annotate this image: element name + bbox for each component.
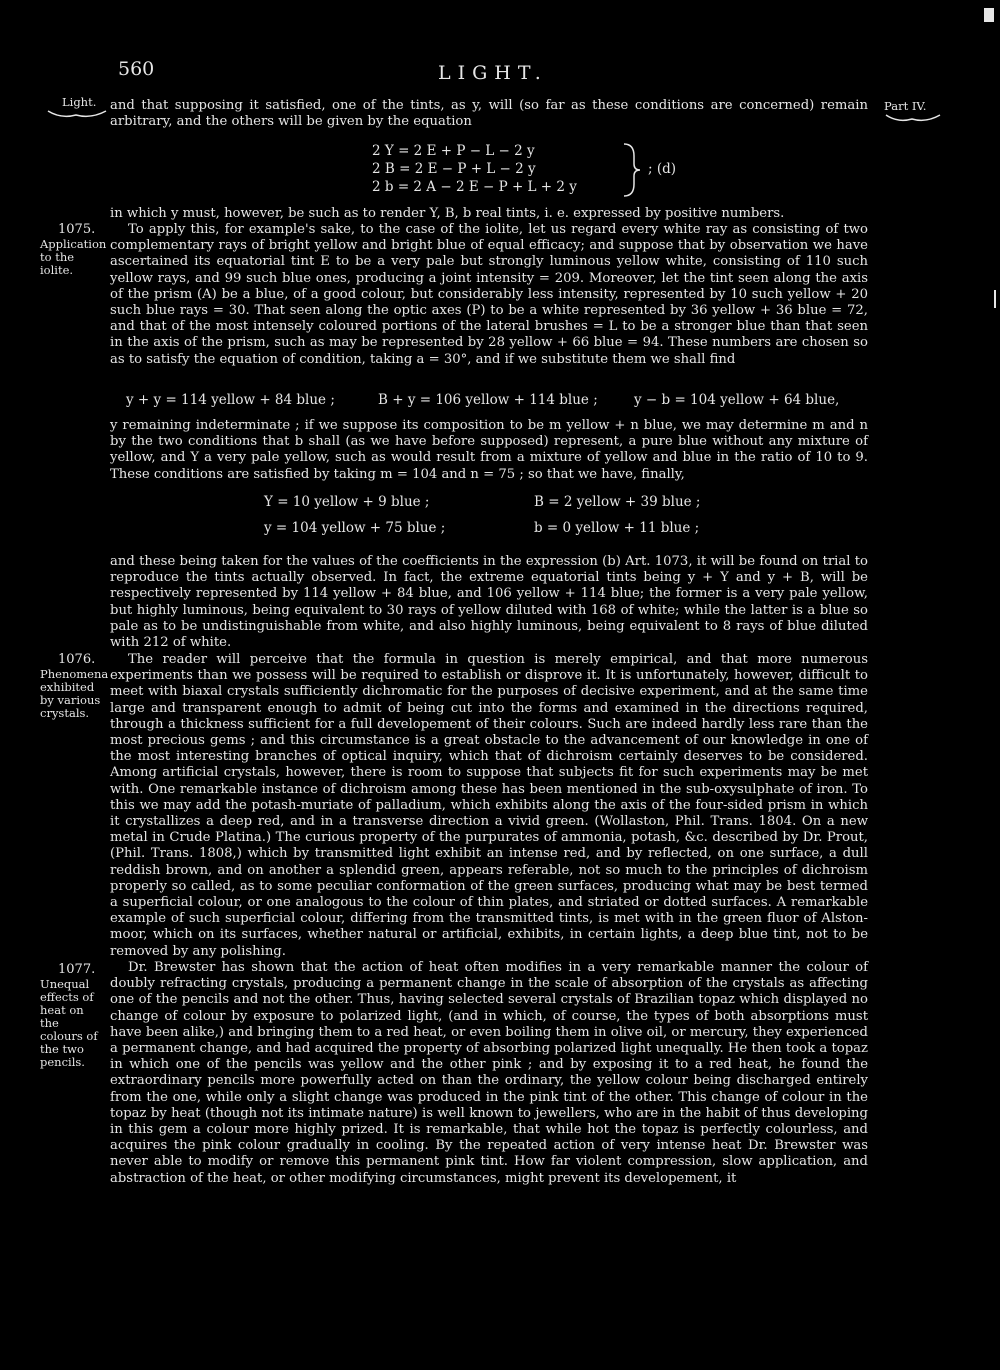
scan-mark [984,8,994,22]
equation-final-b: b = 0 yellow + 11 blue ; [534,520,700,536]
equation-final-y: y = 104 yellow + 75 blue ; [264,520,446,536]
paragraph-these-values: and these being taken for the values of the coefficients in the expression (b) Art. 1073, it will be found on trial to reproduce the tints actually observed. In fact, the extreme equatorial tints being y + Y and y + B, will be respectively represented by 114 yellow + 84 blue, and 106 yellow + 114 blue; the former is a very pale yellow, but highly luminous, being equivalent to 30 rays of yellow diluted with 168 of white; while the latter is a blue so pale as to be undistinguishable from white, and also highly luminous, being equivalent to 8 rays of blue diluted with 212 of white. [110,554,868,651]
paragraph-real-tints: in which y must, however, be such as to render Y, B, b real tints, i. e. expressed by positive numbers. [110,206,785,221]
margin-top-right: Part IV. [884,100,954,126]
paragraph-1075: To apply this, for example's sake, to the case of the iolite, let us regard every white ray as consisting of two complementary rays of bright yellow and bright blue of equal efficacy; and suppose that by observation we have ascertained its equatorial tint E to be a very pale but strongly luminous yellow white, consisting of 110 such yellow rays, and 99 such blue ones, producing a joint intensity = 209. Moreover, let the tint seen along the axis of the prism (A) be a blue, of a good colour, but considerably less intensity, represented by 10 such yellow + 20 such blue rays = 30. That seen along the optic axes (P) to be a white represented by 36 yellow + 36 blue = 72, and that of the most intensely coloured portions of the lateral brushes = L to be a stronger blue than that seen in the axis of the prism, such as may be represented by 28 yellow + 66 blue = 94. These numbers are chosen so as to satisfy the equation of condition, taking a = 30°, and if we substitute them we shall find [110,222,868,367]
section-number-1077: 1077. [58,962,96,977]
paragraph-intro: and that supposing it satisfied, one of the tints, as y, will (so far as these conditions are concerned) remain arbitrary, and the others will be given by the equation [110,98,868,130]
paragraph-indeterminate: y remaining indeterminate ; if we suppose its composition to be m yellow + n blue, we may determine m and n by the two conditions that b shall (as we have before supposed) represent, a pure blue without any mixture of yellow, and Y a very pale yellow, such as would result from a mixture of yellow and blue in the ratio of 10 to 9. These conditions are satisfied by taking m = 104 and n = 75 ; so that we have, finally, [110,418,868,482]
margin-note-1077: Unequal effects of heat on the colours of the two pencils. [40,977,98,1069]
equation-d: 2 Y = 2 E + P − L − 2 y 2 B = 2 E − P + L − 2 y 2 b = 2 A − 2 E − P + L + 2 y [372,143,577,195]
margin-note-1076: Phenomena exhibited by various crystals. [40,667,109,720]
equation-final-B: B = 2 yellow + 39 blue ; [534,494,701,510]
section-number-1076: 1076. [58,652,96,667]
equation-find-2: B + y = 106 yellow + 114 blue ; [378,392,598,408]
paragraph-1077: Dr. Brewster has shown that the action of heat often modifies in a very remarkable manner the colour of doubly refracting crystals, producing a permanent change in the scale of absorption of the crystals as affecting one of the pencils and not the other. Thus, having selected several crystals of Brazilian topaz which displayed no change of colour by exposure to polarized light, (and in which, of course, the types of both absorptions must have been alike,) and bringing them to a red heat, or even boiling them in olive oil, or mercury, they experienced a permanent change, and had acquired the property of absorbing polarized light unequally. He then took a topaz in which one of the pencils was yellow and the other pink ; and by exposing it to a red heat, he found the extraordinary pencils more powerfully acted on than the ordinary, the yellow colour being discharged entirely from the one, while only a slight change was produced in the pink tint of the other. This change of colour in the topaz by heat (though not its intimate nature) is well known to jewellers, who are in the habit of thus developing in this gem a colour more highly prized. It is remarkable, that while hot the topaz is perfectly colourless, and acquires the pink colour gradually in cooling. By the repeated action of very intense heat Dr. Brewster was never able to modify or remove this permanent pink tint. How far violent compression, slow application, and abstraction of the heat, or other modifying circumstances, might prevent its developement, it [110,960,868,1186]
page-number: 560 [118,58,155,80]
brace-mark-icon [884,113,942,123]
paragraph-1076: The reader will perceive that the formula in question is merely empirical, and that more numerous experiments than we possess will be required to establish or disprove it. It is unfortunately, however, difficult to meet with biaxal crystals sufficiently dichromatic for the purposes of decisive experiment, and at the same time large and transparent enough to admit of being cut into the forms and examined in the directions required, through a thickness sufficient for a full developement of their colours. Such are indeed hardly less rare than the most precious gems ; and this circumstance is a great obstacle to the advancement of our knowledge in one of the most interesting branches of optical inquiry, which that of dichroism certainly deserves to be considered. Among artificial crystals, however, there is room to suppose that subjects fit for such experiments may be met with. One remarkable instance of dichroism among these has been mentioned in the sub-oxysulphate of iron. To this we may add the potash-muriate of palladium, which exhibits along the axis of the four-sided prism in which it crystallizes a deep red, and in a transverse direction a vivid green. (Wollaston, Phil. Trans. 1804. On a new metal in Crude Platina.) The curious property of the purpurates of ammonia, potash, &c. described by Dr. Prout, (Phil. Trans. 1808,) which by transmitted light exhibit an intense red, and by reflected, on one surface, a dull reddish brown, and on another a splendid green, appears referable, not so much to the principles of dichroism properly so called, as to some peculiar conformation of the green surfaces, producing what may be best termed a superficial colour, or one analogous to the colour of thin plates, and striated or dotted surfaces. A remarkable example of such superficial colour, differing from the transmitted tints, is met with in the green fluor of Alston-moor, which on its surfaces, whether natural or artificial, exhibits, in certain lights, a deep blue tint, not to be removed by any polishing. [110,652,868,959]
margin-note-1075: Application to the iolite. [40,237,107,277]
margin-top-left: Light. [62,96,130,122]
brace-mark-icon [46,109,108,119]
running-title: LIGHT. [438,62,548,84]
curly-brace-icon [622,142,642,198]
equation-label: ; (d) [648,161,677,177]
equation-find-1: y + y = 114 yellow + 84 blue ; [126,392,335,408]
equation-final-Y: Y = 10 yellow + 9 blue ; [264,494,430,510]
equation-find-3: y − b = 104 yellow + 64 blue, [634,392,840,408]
section-number-1075: 1075. [58,222,96,237]
scan-mark [994,290,996,308]
